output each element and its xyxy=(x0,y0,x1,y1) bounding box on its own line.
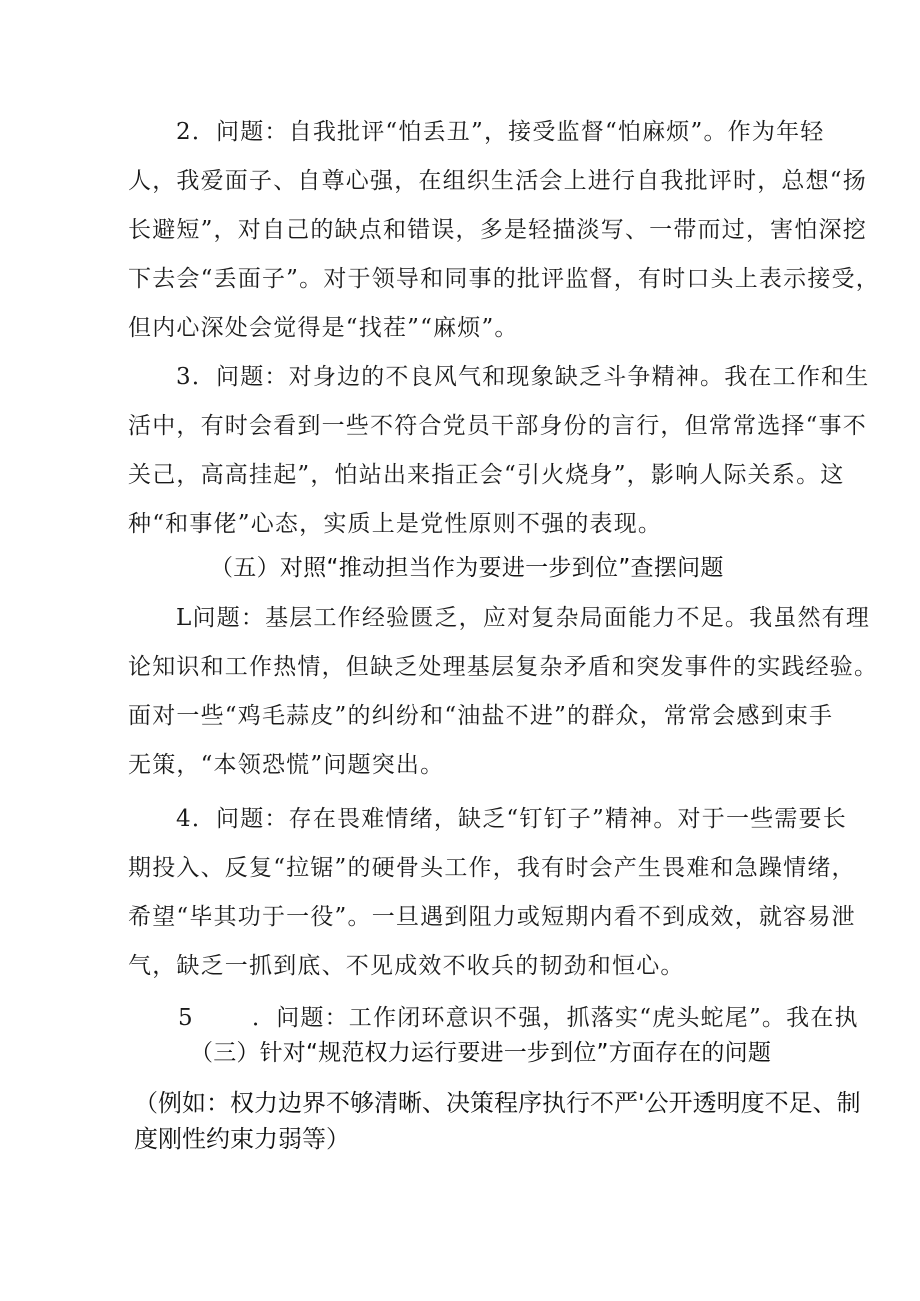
paragraph-line: 气，缺乏一抓到底、不见成效不收兵的韧劲和恒心。 xyxy=(128,953,685,979)
paragraph-line: 2．问题：自我批评“怕丢丑”，接受监督“怕麻烦”。作为年轻 xyxy=(176,119,825,145)
paragraph-line: L问题：基层工作经验匮乏，应对复杂局面能力不足。我虽然有理 xyxy=(176,605,871,631)
paragraph-line: 种“和事佬”心态，实质上是党性原则不强的表现。 xyxy=(128,511,663,537)
section-heading-5: （五）对照“推动担当作为要进一步到位”查摆问题 xyxy=(210,555,724,581)
paragraph-line: 长避短”，对自己的缺点和错误，多是轻描淡写、一带而过，害怕深挖 xyxy=(128,217,867,243)
paragraph-line: 但内心深处会觉得是“找茬”“麻烦”。 xyxy=(128,315,519,341)
paragraph-line: 活中，有时会看到一些不符合党员干部身份的言行，但常常选择“事不 xyxy=(128,413,867,439)
paragraph-line: 关己，高高挂起”，怕站出来指正会“引火烧身”，影响人际关系。这 xyxy=(128,462,845,488)
paragraph-number: 5 xyxy=(178,1005,194,1031)
paragraph-line: 论知识和工作热情，但缺乏处理基层复杂矛盾和突发事件的实践经验。 xyxy=(128,654,879,680)
paragraph-line: 下去会“丢面子”。对于领导和同事的批评监督，有时口头上表示接受， xyxy=(128,266,880,292)
paragraph-line: ．问题：工作闭环意识不强，抓落实“虎头蛇尾”。我在执 xyxy=(252,1005,859,1031)
paragraph-line: 期投入、反复“拉锯”的硬骨头工作，我有时会产生畏难和急躁情绪， xyxy=(128,855,856,881)
paragraph-line: 4．问题：存在畏难情绪，缺乏“钉钉子”精神。对于一些需要长 xyxy=(176,806,847,832)
paragraph-line: 希望“毕其功于一役”。一旦遇到阻力或短期内看不到成效，就容易泄 xyxy=(128,904,856,930)
note-line: 度刚性约束力弱等） xyxy=(134,1125,350,1153)
section-heading-3: （三）针对“规范权力运行要进一步到位”方面存在的问题 xyxy=(190,1040,772,1066)
paragraph-line: 面对一些“鸡毛蒜皮”的纠纷和“油盐不进”的群众，常常会感到束手 xyxy=(128,703,834,729)
paragraph-line: 无策，“本领恐慌”问题突出。 xyxy=(128,752,445,778)
paragraph-line: 3．问题：对身边的不良风气和现象缺乏斗争精神。我在工作和生 xyxy=(176,364,870,390)
note-line: （例如：权力边界不够清晰、决策程序执行不严'公开透明度不足、制 xyxy=(134,1089,861,1117)
paragraph-line: 人，我爱面子、自尊心强，在组织生活会上进行自我批评时，总想“扬 xyxy=(128,168,867,194)
